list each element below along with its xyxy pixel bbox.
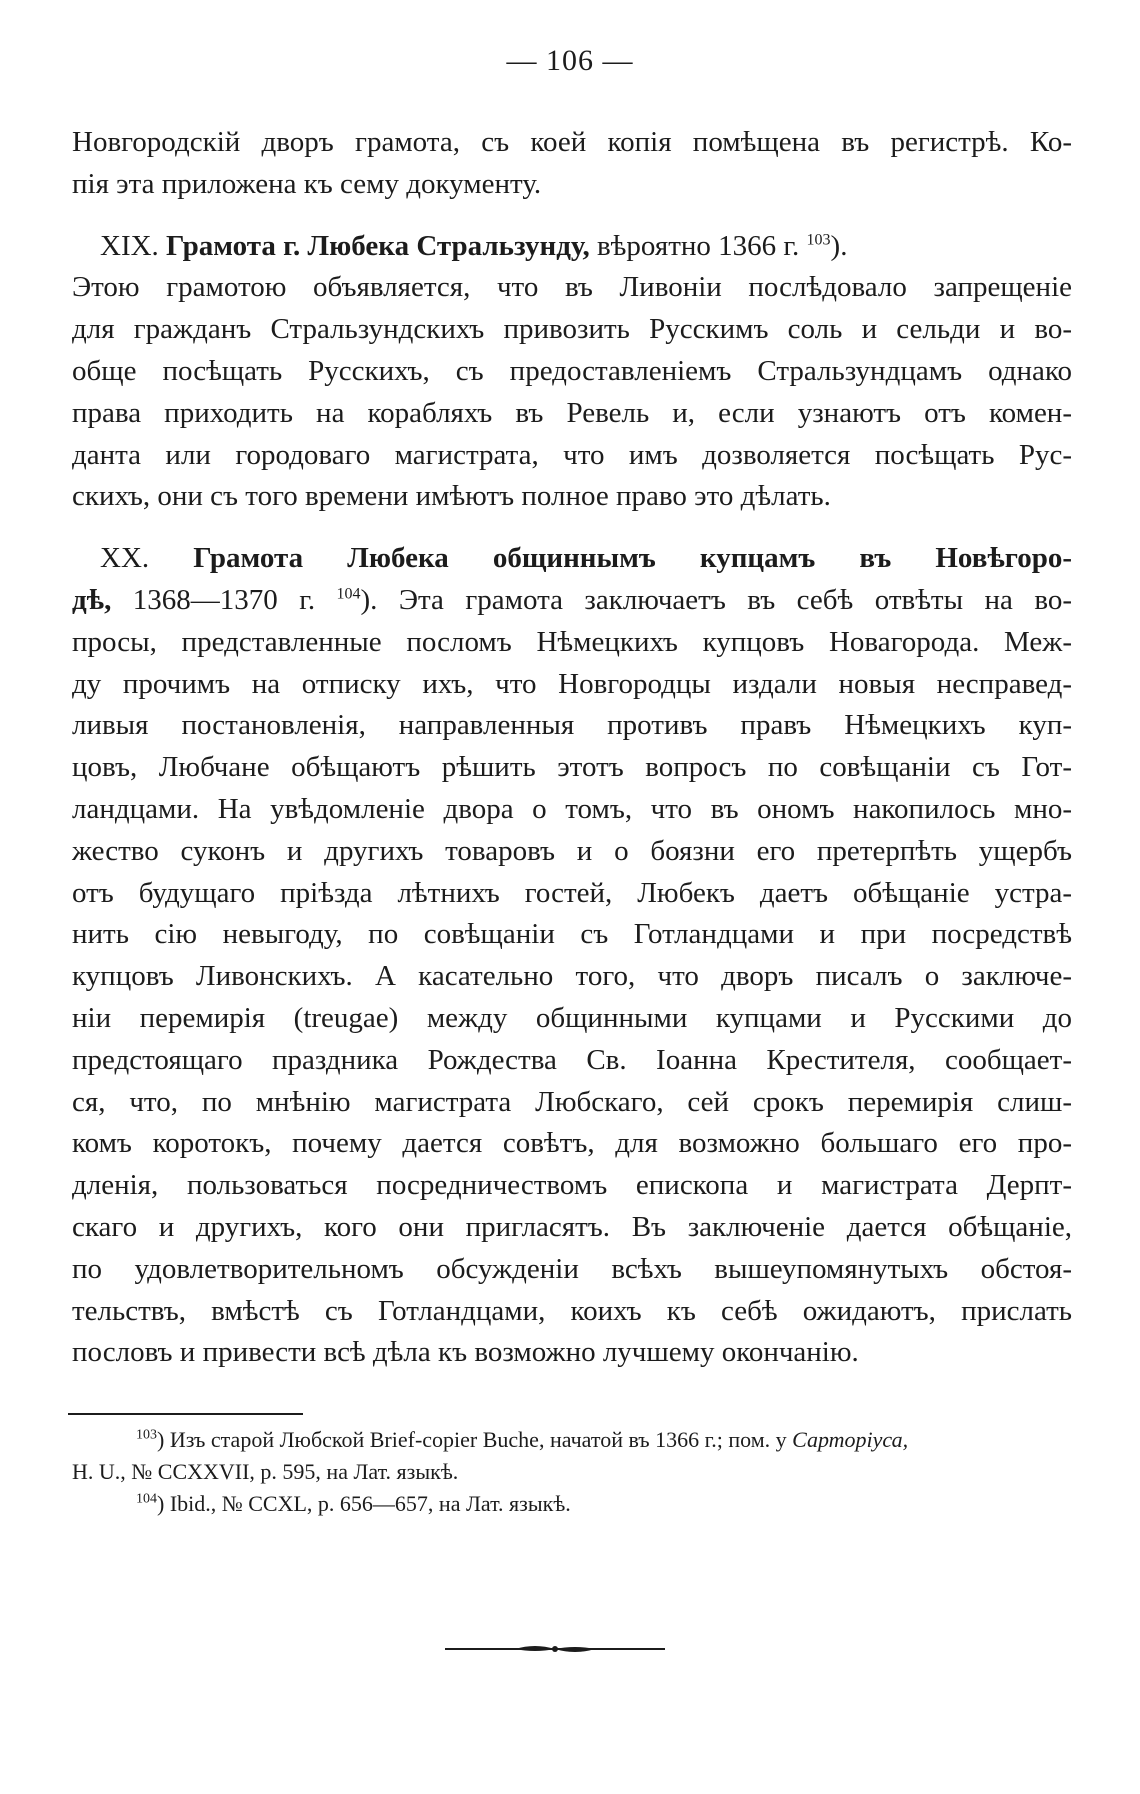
text-line: ливыя постановленія, направленныя противъ правъ Нѣмецкихъ куп- <box>72 709 1072 742</box>
section-heading: XIX. Грамота г. Любека Стральзунду, вѣроятно 1366 г. $^{103}$). <box>100 229 848 262</box>
paragraph-continuation <box>72 122 1072 206</box>
text-line: по удовлетворительномъ обсужденіи всѣхъ вышеупомянутыхъ обстоя- <box>72 1252 1072 1285</box>
text-line: Новгородскій дворъ грамота, съ коей копія помѣщена въ регистрѣ. Ко- <box>72 126 1072 158</box>
text-line: просы, представленные посломъ Нѣмецкихъ купцовъ Новагорода. Меж- <box>72 625 1072 658</box>
section-date: 1368—1370 г. <box>132 583 316 616</box>
section-numeral: XX. <box>100 542 150 575</box>
text-line: для гражданъ Стральзундскихъ привозить Русскимъ соль и сельди и во- <box>72 313 1072 346</box>
footnote-mark: 104 <box>136 1491 157 1507</box>
text-line: пія эта приложена къ сему документу. <box>72 167 542 200</box>
section-title: Грамота Любека общиннымъ купцамъ въ Новѣгоро- <box>193 542 1073 575</box>
section-heading-continued: дѣ, 1368—1370 г. $^{104}$). Эта грамота заключаетъ въ себѣ отвѣты на во- <box>72 583 1073 616</box>
text-line: нить сію невыгоду, по совѣщаніи съ Готландцами и при посредствѣ <box>72 918 1072 951</box>
text-line: ландцами. На увѣдомленіе двора о томъ, что въ ономъ накопилось мно- <box>72 792 1072 825</box>
text-line: ду прочимъ на отписку ихъ, что Новгородцы издали новыя несправед- <box>72 667 1072 700</box>
text-line: ніи перемирія (treugae) между общинными купцами и Русскими до <box>72 1001 1072 1034</box>
section-heading <box>72 538 1072 580</box>
section-xx <box>72 538 1072 1374</box>
text-line: комъ коротокъ, почему дается совѣтъ, для возможно большаго его про- <box>72 1127 1072 1160</box>
text-line: права приходить на корабляхъ въ Ревель и, если узнаютъ отъ комен- <box>72 396 1072 429</box>
section-title: Грамота г. Любека Стральзунду, <box>166 229 590 262</box>
text-line: скихъ, они съ того времени имѣютъ полное право это дѣлать. <box>72 480 831 513</box>
section-xix <box>72 226 1072 519</box>
text-line: данта или городоваго магистрата, что имъ дозволяется посѣщать Рус- <box>72 438 1072 471</box>
text-line: предстоящаго праздника Рождества Св. Іоанна Крестителя, сообщает- <box>72 1043 1072 1076</box>
text-run: Эта грамота заключаетъ въ себѣ отвѣты на во- <box>398 583 1073 616</box>
text-line: цовъ, Любчане обѣщаютъ рѣшить этотъ вопросъ по совѣщаніи съ Гот- <box>72 751 1072 784</box>
footnote-line: H. U., № CCXXVII, p. 595, на Лат. языкѣ. <box>72 1459 459 1484</box>
footnote-103 <box>72 1424 1072 1488</box>
text-line: жество суконъ и другихъ товаровъ и о боязни его претерпѣть ущербъ <box>72 834 1072 867</box>
text-line: Этою грамотою объявляется, что въ Ливоніи послѣдовало запрещеніе <box>72 271 1072 304</box>
section-title-end: дѣ, <box>72 583 112 616</box>
text-line: дленія, пользоваться посредничествомъ епископа и магистрата Дерпт- <box>72 1169 1072 1202</box>
footnote-line: $^{103}$) Изъ старой Любской Brief-copier Buche, начатой въ 1366 г.; пом. у Сарторіуса, <box>136 1427 909 1452</box>
text-line: отъ будущаго пріѣзда лѣтнихъ гостей, Любекъ даетъ обѣщаніе устра- <box>72 876 1072 909</box>
footnote-ref[interactable]: 104 <box>336 585 361 603</box>
text-line: скаго и другихъ, кого они пригласятъ. Въ заключеніе дается обѣщаніе, <box>72 1210 1072 1243</box>
footnote-text: Ibid., № CCXL, p. 656—657, на Лат. языкѣ. <box>169 1491 571 1516</box>
text-line: обще посѣщать Русскихъ, съ предоставленіемъ Стральзундцамъ однако <box>72 354 1072 387</box>
text-line: купцовъ Ливонскихъ. А касательно того, что дворъ писалъ о заключе- <box>72 960 1072 993</box>
main-text <box>72 122 1072 1374</box>
footnote-104 <box>72 1488 1072 1520</box>
footnote-mark: 103 <box>136 1427 157 1443</box>
footnote-ref[interactable]: 103 <box>806 230 831 248</box>
section-date: вѣроятно 1366 г. <box>596 229 800 262</box>
ornament-divider-icon <box>445 1642 665 1656</box>
footnote-author: Сарторіуса, <box>792 1427 909 1452</box>
text-line: тельствъ, вмѣстѣ съ Готландцами, коихъ къ себѣ ожидаютъ, прислать <box>72 1294 1072 1327</box>
section-numeral: XIX. <box>100 229 159 262</box>
page-number: — 106 — <box>506 44 634 77</box>
footnote-line: $^{104}$) Ibid., № CCXL, p. 656—657, на Лат. языкѣ. <box>136 1491 571 1516</box>
text-line: ся, что, по мнѣнію магистрата Любскаго, сей срокъ перемирія слиш- <box>72 1085 1072 1118</box>
footnote-divider <box>68 1413 303 1415</box>
footnotes <box>72 1424 1072 1520</box>
footnote-text: Изъ старой Любской Brief-copier Buche, начатой въ 1366 г.; пом. у <box>169 1427 787 1452</box>
text-line: пословъ и привести всѣ дѣла къ возможно лучшему окончанію. <box>72 1336 859 1369</box>
